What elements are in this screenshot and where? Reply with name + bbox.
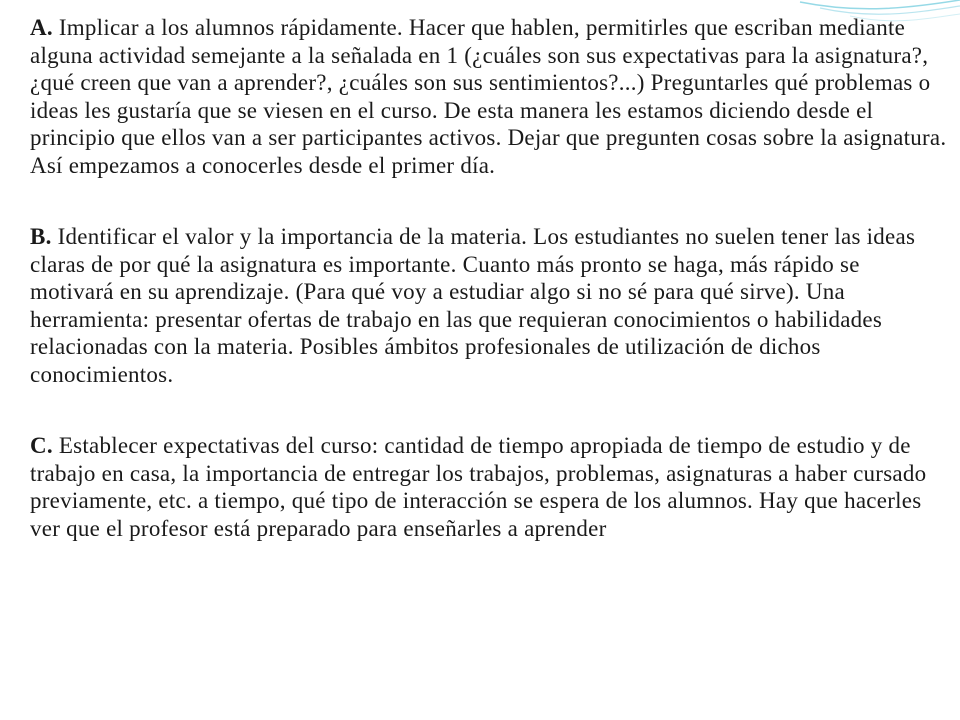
paragraph-b-text: Identificar el valor y la importancia de la materia. Los estudiantes no suelen tener las ideas claras de por qué la asignatura es importante. Cuanto más pronto se haga, más rápido se motivará en su aprendizaje. (Para qué voy a estudiar algo si no sé para qué sirve). Una herramienta: presentar ofertas de trabajo en las que requieran conocimientos o habilidades relacionadas con la materia. Posibles ámbitos profesionales de utilización de dichos conocimientos. (30, 224, 916, 387)
paragraph-b-lead: B. (30, 224, 52, 249)
paragraph-a (30, 14, 948, 179)
paragraph-a-lead: A. (30, 15, 53, 40)
paragraph-c-lead: C. (30, 433, 53, 458)
paragraph-b (30, 223, 948, 388)
paragraph-c (30, 432, 948, 542)
paragraph-c-text: Establecer expectativas del curso: cantidad de tiempo apropiada de tiempo de estudio y de trabajo en casa, la importancia de entregar los trabajos, problemas, asignaturas a haber cursado previamente, etc. a tiempo, qué tipo de interacción se espera de los alumnos. Hay que hacerles ver que el profesor está preparado para enseñarles a aprender (30, 433, 927, 541)
slide-body (30, 14, 948, 542)
paragraph-a-text: Implicar a los alumnos rápidamente. Hacer que hablen, permitirles que escriban mediante alguna actividad semejante a la señalada en 1 (¿cuáles son sus expectativas para la asignatura?, ¿qué creen que van a aprender?, ¿cuáles son sus sentimientos?...) Preguntarles qué problemas o ideas les gustaría que se viesen en el curso. De esta manera les estamos diciendo desde el principio que ellos van a ser participantes activos. Dejar que pregunten cosas sobre la asignatura. Así empezamos a conocerles desde el primer día. (30, 15, 947, 178)
